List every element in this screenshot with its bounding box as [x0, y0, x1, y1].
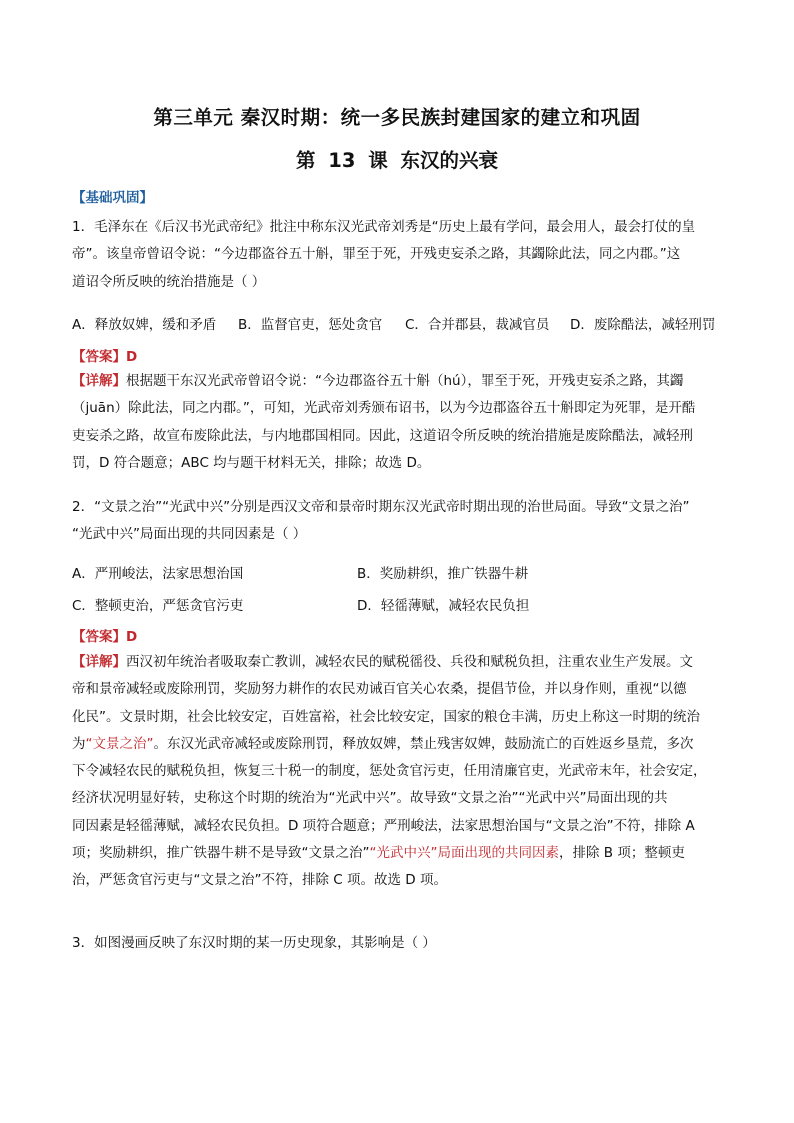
question-1-stem-line: 1．毛泽东在《后汉书光武帝纪》批注中称东汉光武帝刘秀是“历史上最有学问，最会用人，最会打仗的皇 [72, 219, 696, 235]
question-2-option-a: A．严刑峻法，法家思想治国 [72, 566, 244, 582]
section-label: 【基础巩固】 [72, 190, 153, 206]
question-3-stem-line: 3．如图漫画反映了东汉时期的某一历史现象，其影响是（ ） [72, 935, 436, 951]
explain-line: 同因素是轻徭薄赋，减轻农民负担。D 项符合题意；严刑峻法，法家思想治国与“文景之治”不符，排除 A [72, 817, 695, 834]
answer-label: 【答案】 [72, 629, 126, 645]
explain-line: 经济状况明显好转，史称这个时期的统治为“光武中兴”。故导致“文景之治”“光武中兴”局面出现的共 [72, 790, 668, 807]
explain-text: ，排除 B 项；整顿吏 [559, 845, 685, 862]
question-1-answer [72, 345, 137, 365]
highlight-text: “光武中兴”局面出现的共同因素 [369, 845, 559, 862]
question-1-option-a: A．释放奴婢，缓和矛盾 [72, 317, 217, 333]
explain-label: 【详解】 [72, 373, 126, 389]
answer-value: D [126, 349, 138, 365]
unit-title: 第三单元 秦汉时期：统一多民族封建国家的建立和巩固 [153, 106, 641, 129]
explain-text: 。东汉光武帝减轻或废除刑罚，释放奴婢，禁止残害奴婢，鼓励流亡的百姓返乡垦荒，多次 [153, 735, 694, 752]
question-3-stem [72, 930, 730, 957]
question-1-option-d: D．废除酷法，减轻刑罚 [570, 317, 716, 333]
explain-line: 吏妄杀之路，故宣布废除此法，与内地郡国相同。因此，这道诏令所反映的统治措施是废除酷法，减轻刑 [72, 427, 693, 444]
question-2-option-c: C．整顿吏治，严惩贪官污吏 [72, 598, 244, 614]
explain-line: 帝和景帝减轻或废除刑罚，奖励努力耕作的农民劝诫百官关心农桑，提倡节俭，并以身作则，重视“以德 [72, 681, 687, 698]
explain-line: 化民”。文景时期，社会比较安定，百姓富裕，社会比较安定，国家的粮仓丰满，历史上称这一时期的统治 [72, 708, 700, 725]
lesson-title: 第 13 课 东汉的兴衰 [295, 149, 498, 172]
question-1-option-b: B．监督官吏，惩处贪官 [238, 317, 383, 333]
highlight-text: “文景之治” [85, 735, 154, 752]
question-2-stem [72, 494, 730, 549]
explain-text: 为 [72, 735, 86, 752]
question-1-explanation [72, 368, 730, 477]
question-2-option-d: D．轻徭薄赋，减轻农民负担 [357, 598, 530, 614]
question-2-stem-line: 2．“文景之治”“光武中兴”分别是西汉文帝和景帝时期东汉光武帝时期出现的治世局面。导致“文景之治” [72, 499, 690, 515]
explain-line: 根据题干东汉光武帝曾诏令说：“今边郡盗谷五十斛（hú），罪至于死，开残吏妄杀之路，其蠲 [126, 373, 684, 389]
question-1-stem-line: 帝”。该皇帝曾诏令说：“今边郡盗谷五十斛，罪至于死，开残吏妄杀之路，其蠲除此法，同之内郡。”这 [72, 246, 681, 263]
question-1-stem [72, 214, 730, 296]
answer-value: D [126, 629, 138, 645]
explain-line: 下令减轻农民的赋税负担，恢复三十税一的制度，惩处贪官污吏，任用清廉官吏，光武帝末年，社会安定， [72, 763, 707, 780]
question-1-option-c: C．合并郡县，裁减官员 [405, 317, 550, 333]
explain-text: 项；奖励耕织，推广铁器牛耕不是导致“文景之治” [72, 845, 370, 862]
question-2-answer [72, 625, 137, 645]
explain-line: （juān）除此法，同之内郡。”，可知，光武帝刘秀颁布诏书，以为今边郡盗谷五十斛即定为死罪，是开酷 [72, 400, 696, 417]
question-2-stem-line: “光武中兴”局面出现的共同因素是（ ） [72, 526, 307, 543]
explain-line: 西汉初年统治者吸取秦亡教训，减轻农民的赋税徭役、兵役和赋税负担，注重农业生产发展。文 [126, 654, 693, 670]
explain-label: 【详解】 [72, 654, 126, 670]
explain-line: 罚，D 符合题意；ABC 均与题干材料无关，排除；故选 D。 [72, 454, 431, 471]
question-1-stem-line: 道诏令所反映的统治措施是（ ） [72, 273, 266, 290]
answer-label: 【答案】 [72, 349, 126, 365]
question-2-option-b: B．奖励耕织，推广铁器牛耕 [357, 566, 529, 582]
question-2-explanation [72, 649, 730, 895]
explain-line: 治，严惩贪官污吏与“文景之治”不符，排除 C 项。故选 D 项。 [72, 872, 447, 889]
